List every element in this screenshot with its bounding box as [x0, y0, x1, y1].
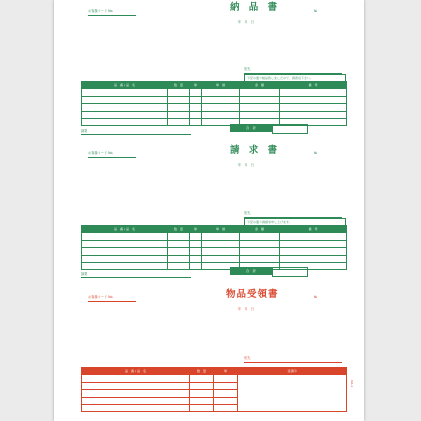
header-remarks: 備 考 — [280, 82, 347, 89]
total-label: 合 計 — [230, 124, 272, 132]
header-qty: 数 量 — [168, 82, 190, 89]
table-row — [82, 104, 347, 111]
number-mark: № — [314, 295, 318, 299]
total-box — [272, 267, 308, 277]
total-box — [272, 124, 308, 134]
customer-code-label: お客様コード No. — [88, 9, 114, 13]
table-row — [82, 111, 347, 118]
header-item: 品 番 / 品 名 — [82, 226, 168, 233]
table-row — [82, 89, 347, 96]
header-price: 単 価 — [202, 226, 240, 233]
delivery-title: 納 品 書 — [230, 2, 281, 13]
date-label: 年 月 日 — [238, 307, 254, 311]
customer-code-line — [88, 301, 136, 302]
recipient-label: 宛先 — [244, 211, 251, 215]
delivery-table — [81, 81, 347, 126]
receipt-title: 物品受領書 — [226, 289, 279, 300]
customer-code-line — [88, 157, 136, 158]
table-row — [82, 375, 347, 382]
header-amount: 金 額 — [240, 82, 280, 89]
header-qty: 数 量 — [168, 226, 190, 233]
invoice-note: 下記の通り御請求申し上げます。 — [244, 218, 346, 226]
invoice-table — [81, 225, 347, 270]
date-label: 年 月 日 — [238, 163, 254, 167]
table-row — [82, 255, 347, 262]
number-mark: № — [314, 9, 318, 13]
receipt-table — [81, 367, 347, 412]
table-row — [82, 240, 347, 247]
date-label: 年 月 日 — [238, 20, 254, 24]
number-mark: № — [314, 151, 318, 155]
table-row — [82, 233, 347, 240]
memo-line — [81, 277, 191, 278]
table-row — [82, 248, 347, 255]
recipient-label: 宛先 — [244, 67, 251, 71]
header-item: 品 番 / 品 名 — [82, 368, 190, 375]
memo-label: 摘要 — [81, 129, 88, 133]
header-amount: 金 額 — [240, 226, 280, 233]
table-row — [82, 96, 347, 103]
memo-line — [81, 134, 191, 135]
recipient-label: 宛先 — [244, 356, 251, 360]
customer-code-label: お客様コード No. — [88, 151, 114, 155]
header-remarks: 備 考 — [280, 226, 347, 233]
form-sheet — [54, 0, 364, 421]
header-unit: 単 — [214, 368, 238, 375]
invoice-title: 請 求 書 — [230, 145, 281, 156]
header-price: 単 価 — [202, 82, 240, 89]
total-label: 合 計 — [230, 267, 272, 275]
side-code: OA-1 — [350, 380, 354, 388]
recipient-line — [244, 362, 342, 363]
customer-code-line — [88, 15, 136, 16]
memo-label: 摘要 — [81, 272, 88, 276]
header-item: 品 番 / 品 名 — [82, 82, 168, 89]
header-qty: 数 量 — [190, 368, 214, 375]
header-unit: 単 — [190, 226, 202, 233]
delivery-note: 下記の通り納品致しましたので、御査収下さい。 — [244, 74, 346, 82]
header-unit: 単 — [190, 82, 202, 89]
header-stamp: 受領印 — [238, 368, 347, 375]
customer-code-label: お客様コード No. — [88, 295, 114, 299]
